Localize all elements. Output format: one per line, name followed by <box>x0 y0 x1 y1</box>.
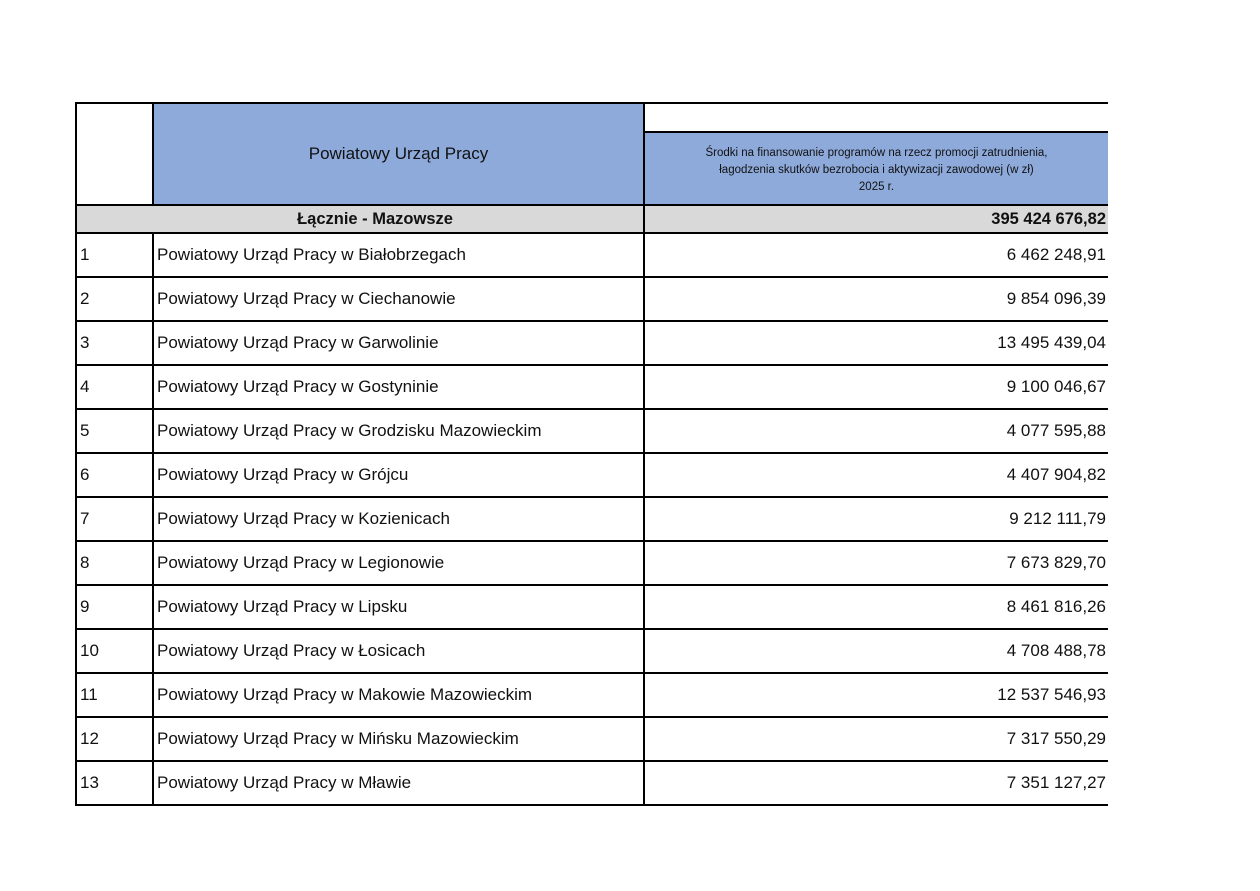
office-name: Powiatowy Urząd Pracy w Lipsku <box>153 585 644 629</box>
row-number: 13 <box>76 761 153 805</box>
table-row <box>76 629 1108 673</box>
table-row <box>76 717 1108 761</box>
total-row <box>76 205 1108 233</box>
office-name: Powiatowy Urząd Pracy w Łosicach <box>153 629 644 673</box>
office-name: Powiatowy Urząd Pracy w Makowie Mazowieckim <box>153 673 644 717</box>
office-name: Powiatowy Urząd Pracy w Legionowie <box>153 541 644 585</box>
row-number: 2 <box>76 277 153 321</box>
amount-value: 8 461 816,26 <box>644 585 1108 629</box>
table-row <box>76 365 1108 409</box>
amount-value: 7 351 127,27 <box>644 761 1108 805</box>
table-row <box>76 321 1108 365</box>
office-name: Powiatowy Urząd Pracy w Mińsku Mazowieckim <box>153 717 644 761</box>
amount-value: 7 317 550,29 <box>644 717 1108 761</box>
row-number: 1 <box>76 233 153 277</box>
table-row <box>76 761 1108 805</box>
table-row <box>76 409 1108 453</box>
amount-value: 13 495 439,04 <box>644 321 1108 365</box>
row-number: 10 <box>76 629 153 673</box>
table-row <box>76 541 1108 585</box>
table-row <box>76 277 1108 321</box>
total-label: Łącznie - Mazowsze <box>76 205 644 233</box>
row-number: 5 <box>76 409 153 453</box>
amount-value: 4 077 595,88 <box>644 409 1108 453</box>
total-amount: 395 424 676,82 <box>644 205 1108 233</box>
row-number: 6 <box>76 453 153 497</box>
office-name: Powiatowy Urząd Pracy w Garwolinie <box>153 321 644 365</box>
header-amount-line2: łagodzenia skutków bezrobocia i aktywizacji zawodowej (w zł) <box>719 164 1034 176</box>
office-name: Powiatowy Urząd Pracy w Grójcu <box>153 453 644 497</box>
amount-value: 7 673 829,70 <box>644 541 1108 585</box>
header-lp-cell <box>76 103 153 205</box>
table-row <box>76 233 1108 277</box>
amount-value: 9 854 096,39 <box>644 277 1108 321</box>
header-amount-line1: Środki na finansowanie programów na rzecz promocji zatrudnienia, <box>705 147 1048 159</box>
amount-value: 4 708 488,78 <box>644 629 1108 673</box>
header-amount-cell <box>644 132 1108 205</box>
row-number: 4 <box>76 365 153 409</box>
office-name: Powiatowy Urząd Pracy w Kozienicach <box>153 497 644 541</box>
table-row <box>76 453 1108 497</box>
row-number: 12 <box>76 717 153 761</box>
table-row <box>76 673 1108 717</box>
amount-value: 12 537 546,93 <box>644 673 1108 717</box>
header-row-top <box>76 103 1108 132</box>
header-blank-cell <box>644 103 1108 132</box>
row-number: 7 <box>76 497 153 541</box>
table-row <box>76 585 1108 629</box>
amount-value: 4 407 904,82 <box>644 453 1108 497</box>
office-name: Powiatowy Urząd Pracy w Mławie <box>153 761 644 805</box>
funding-table <box>75 102 1108 806</box>
office-name: Powiatowy Urząd Pracy w Ciechanowie <box>153 277 644 321</box>
amount-value: 6 462 248,91 <box>644 233 1108 277</box>
row-number: 11 <box>76 673 153 717</box>
amount-value: 9 212 111,79 <box>644 497 1108 541</box>
row-number: 3 <box>76 321 153 365</box>
table-row <box>76 497 1108 541</box>
office-name: Powiatowy Urząd Pracy w Grodzisku Mazowieckim <box>153 409 644 453</box>
row-number: 9 <box>76 585 153 629</box>
amount-value: 9 100 046,67 <box>644 365 1108 409</box>
row-number: 8 <box>76 541 153 585</box>
office-name: Powiatowy Urząd Pracy w Gostyninie <box>153 365 644 409</box>
header-name-cell: Powiatowy Urząd Pracy <box>153 103 644 205</box>
office-name: Powiatowy Urząd Pracy w Białobrzegach <box>153 233 644 277</box>
header-amount-line3: 2025 r. <box>858 181 895 193</box>
